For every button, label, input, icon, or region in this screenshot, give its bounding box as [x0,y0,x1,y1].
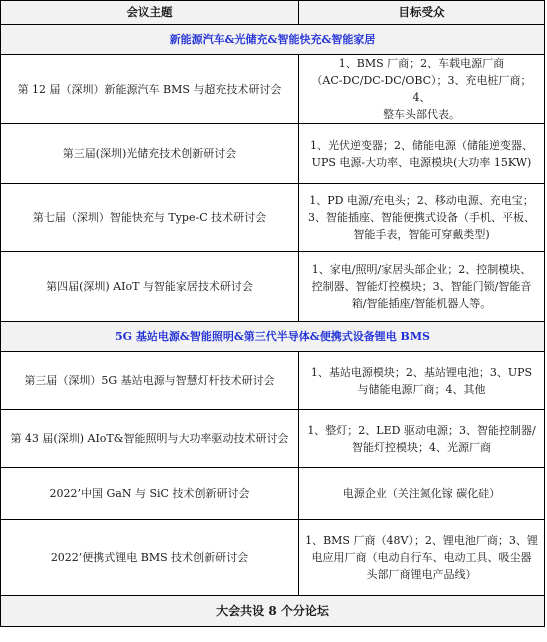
header-topic: 会议主题 [1,1,299,25]
footer-text: 大会共设 8 个分论坛 [1,596,545,627]
table-row [1,184,545,252]
audience-line: 1、BMS 厂商（48V）；2、锂电池厂商；3、锂 [305,534,538,547]
section-title: 5G 基站电源&智能照明&第三代半导体&便携式设备锂电 BMS [1,322,545,352]
audience-cell [299,468,545,520]
audience-line: 控制器、智能灯控模块；3、智能门锁/智能音 [311,280,532,293]
topic-cell: 第七届（深圳）智能快充与 Type-C 技术研讨会 [1,184,299,252]
audience-cell [299,55,545,124]
topic-cell: 第 43 届(深圳) AIoT&智能照明与大功率驱动技术研讨会 [1,410,299,468]
footer-row [1,596,545,627]
audience-line: 与储能电源厂商；4、其他 [357,382,486,396]
audience-line: 整车头部代表。 [383,108,460,121]
table-row [1,468,545,520]
topic-cell: 第四届(深圳) AIoT 与智能家居技术研讨会 [1,252,299,322]
topic-cell: 2022’中国 GaN 与 SiC 技术创新研讨会 [1,468,299,520]
table-row [1,410,545,468]
audience-cell [299,520,545,596]
audience-line: 1、基站电源模块；2、基站锂电池；3、UPS [310,365,533,379]
section-row [1,25,545,55]
audience-line: 智能手表，智能可穿戴类型) [353,228,490,241]
audience-line: 1、BMS 厂商；2、车载电源厂商 [338,57,505,70]
table-row [1,55,545,124]
audience-line: UPS 电源-大功率、电源模块(大功率 15KW) [311,155,532,169]
audience-line: 1、PD 电源/充电头；2、移动电源、充电宝； [309,194,534,207]
header-audience: 目标受众 [299,1,545,25]
audience-cell [299,410,545,468]
audience-cell [299,184,545,252]
audience-line: 箱/智能插座/智能机器人等。 [351,297,492,310]
audience-line: 头部厂商锂电产品线） [366,568,477,581]
audience-line: （AC-DC/DC-DC/OBC）；3、充电桩厂商；4、 [311,74,532,104]
topic-cell: 第三届(深圳)光储充技术创新研讨会 [1,124,299,184]
table-row [1,520,545,596]
audience-line: 1、家电/照明/家居头部企业；2、控制模块、 [311,263,532,276]
table-row [1,352,545,410]
audience-line: 1、整灯；2、LED 驱动电源；3、智能控制器/ [307,423,536,437]
audience-line: 智能灯控模块；4、光源厂商 [352,440,491,454]
table-row [1,252,545,322]
audience-line: 3、智能插座、智能便携式设备（手机、平板、 [308,211,535,224]
audience-line: 1、光伏逆变器；2、储能电源（储能逆变器、 [310,138,533,152]
table-row [1,124,545,184]
audience-line: 电源企业（关注氮化镓 碳化硅） [342,487,501,500]
topic-cell: 第 12 届（深圳）新能源汽车 BMS 与超充技术研讨会 [1,55,299,124]
topic-cell: 第三届（深圳）5G 基站电源与智慧灯杆技术研讨会 [1,352,299,410]
section-title: 新能源汽车&光储充&智能快充&智能家居 [1,25,545,55]
header-row [1,1,545,25]
section-row [1,322,545,352]
audience-cell [299,124,545,184]
topic-cell: 2022’便携式锂电 BMS 技术创新研讨会 [1,520,299,596]
audience-line: 电应用厂商（电动自行车、电动工具、吸尘器 [311,551,532,564]
audience-cell [299,352,545,410]
audience-cell [299,252,545,322]
